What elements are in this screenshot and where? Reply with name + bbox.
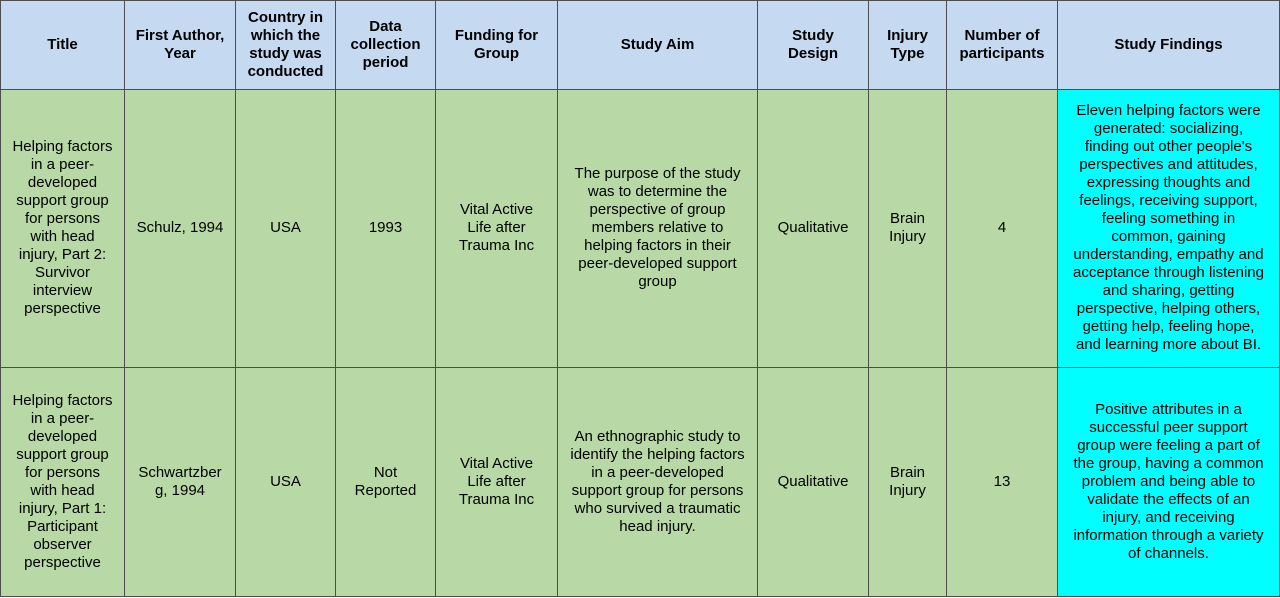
cell-injury-type: Brain Injury xyxy=(869,367,947,596)
header-country: Country in which the study was conducted xyxy=(236,1,336,90)
header-funding: Funding for Group xyxy=(436,1,558,90)
cell-study-aim: An ethnographic study to identify the helping factors in a peer-developed support group for persons who survived a traumatic head injury. xyxy=(558,367,758,596)
cell-number-of-participants: 13 xyxy=(947,367,1058,596)
cell-data-collection-period: Not Reported xyxy=(336,367,436,596)
header-study-findings: Study Findings xyxy=(1058,1,1280,90)
header-study-aim: Study Aim xyxy=(558,1,758,90)
header-data-collection-period: Data collection period xyxy=(336,1,436,90)
cell-first-author-year: Schulz, 1994 xyxy=(125,90,236,368)
cell-injury-type: Brain Injury xyxy=(869,90,947,368)
cell-number-of-participants: 4 xyxy=(947,90,1058,368)
cell-first-author-year: Schwartzber g, 1994 xyxy=(125,367,236,596)
header-number-of-participants: Number of participants xyxy=(947,1,1058,90)
cell-study-design: Qualitative xyxy=(758,367,869,596)
cell-country: USA xyxy=(236,90,336,368)
cell-title: Helping factors in a peer- developed support group for persons with head injury, Part 1: Participant observer perspective xyxy=(1,367,125,596)
cell-title: Helping factors in a peer- developed support group for persons with head injury, Part 2: Survivor interview perspective xyxy=(1,90,125,368)
header-first-author-year: First Author, Year xyxy=(125,1,236,90)
cell-study-findings: Eleven helping factors were generated: socializing, finding out other people's perspectives and attitudes, expressing thoughts and feelings, receiving support, feeling something in common, gaining understanding, empathy and acceptance through listening and sharing, getting perspective, helping others, getting help, feeling hope, and learning more about BI. xyxy=(1058,90,1280,368)
header-injury-type: Injury Type xyxy=(869,1,947,90)
cell-funding: Vital Active Life after Trauma Inc xyxy=(436,367,558,596)
header-study-design: Study Design xyxy=(758,1,869,90)
cell-study-design: Qualitative xyxy=(758,90,869,368)
header-row xyxy=(1,1,1280,90)
cell-funding: Vital Active Life after Trauma Inc xyxy=(436,90,558,368)
cell-study-aim: The purpose of the study was to determine the perspective of group members relative to helping factors in their peer-developed support group xyxy=(558,90,758,368)
table-row xyxy=(1,367,1280,596)
cell-data-collection-period: 1993 xyxy=(336,90,436,368)
cell-country: USA xyxy=(236,367,336,596)
table-row xyxy=(1,90,1280,368)
header-title: Title xyxy=(1,1,125,90)
cell-study-findings: Positive attributes in a successful peer support group were feeling a part of the group, having a common problem and being able to validate the effects of an injury, and receiving information through a variety of channels. xyxy=(1058,367,1280,596)
